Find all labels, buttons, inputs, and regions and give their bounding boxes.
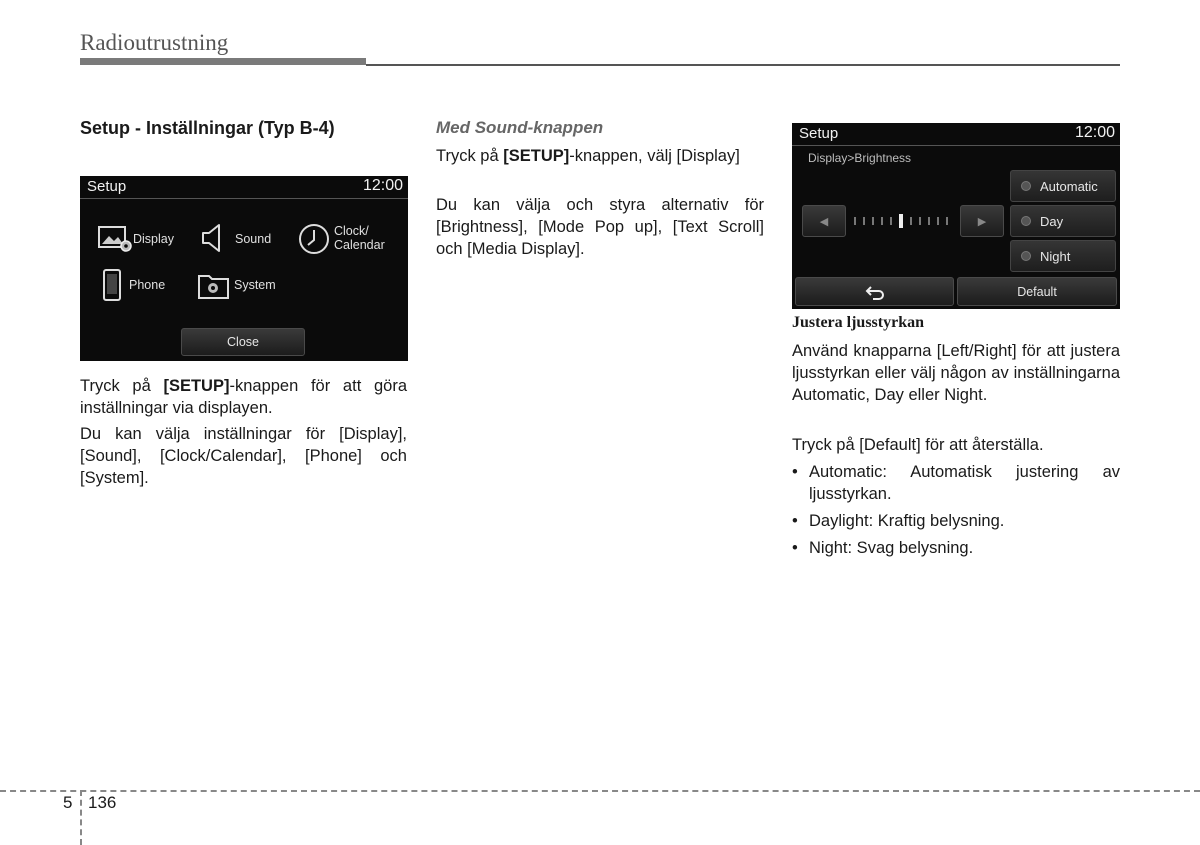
screen-title: Setup bbox=[799, 125, 839, 142]
list-item: • Automatic: Automatisk justering av ljusstyrkan. bbox=[792, 461, 1120, 505]
option-day[interactable] bbox=[1010, 205, 1116, 237]
footer-vertical-rule bbox=[80, 790, 82, 845]
option-label: Automatic bbox=[1040, 178, 1098, 194]
list-item: • Night: Svag belysning. bbox=[792, 537, 1120, 559]
left-arrow-button[interactable] bbox=[802, 205, 846, 237]
menu-item-sound[interactable] bbox=[200, 222, 290, 254]
screen-clock: 12:00 bbox=[362, 177, 403, 194]
brightness-ticks bbox=[850, 211, 956, 231]
setup-key-label: [SETUP] bbox=[503, 147, 570, 165]
option-label: Day bbox=[1040, 213, 1064, 229]
right-arrow-button[interactable] bbox=[960, 205, 1004, 237]
text-run: Tryck på bbox=[436, 147, 504, 165]
screen-title: Setup bbox=[87, 178, 127, 195]
option-automatic[interactable] bbox=[1010, 170, 1116, 202]
left-arrow-icon: ◀ bbox=[819, 215, 829, 228]
page-number: 136 bbox=[88, 793, 117, 812]
display-icon bbox=[98, 224, 132, 254]
back-button[interactable] bbox=[795, 277, 954, 306]
chapter-number: 5 bbox=[63, 793, 73, 812]
header-rule-thin bbox=[366, 64, 1120, 66]
caption: Justera ljusstyrkan bbox=[792, 314, 925, 331]
breadcrumb: Display>Brightness bbox=[808, 151, 912, 165]
menu-item-phone[interactable] bbox=[102, 269, 202, 301]
section-heading: Setup - Inställningar (Typ B-4) bbox=[80, 118, 335, 138]
menu-item-display[interactable] bbox=[98, 224, 208, 254]
left-paragraph-1 bbox=[80, 375, 407, 419]
menu-label-phone: Phone bbox=[129, 278, 166, 292]
bullet-list bbox=[792, 461, 1120, 564]
close-button[interactable]: Close bbox=[181, 328, 305, 356]
default-button[interactable]: Default bbox=[957, 277, 1117, 306]
menu-label-display: Display bbox=[133, 232, 174, 246]
speaker-icon bbox=[200, 222, 226, 254]
title-divider bbox=[792, 145, 1120, 146]
setup-key-label: [SETUP] bbox=[163, 377, 230, 395]
slider-thumb bbox=[899, 214, 903, 228]
sub-heading: Med Sound-knappen bbox=[436, 118, 604, 137]
right-paragraph-1: Använd knapparna [Left/Right] för att justera ljusstyrkan eller välj någon av inställningarna Automatic, Day eller Night. bbox=[792, 342, 1120, 404]
menu-label-sound: Sound bbox=[235, 232, 272, 246]
left-paragraph-2: Du kan välja inställningar för [Display], [Sound], [Clock/Calendar], [Phone] och [System]. bbox=[80, 425, 407, 487]
screen-clock: 12:00 bbox=[1074, 124, 1115, 141]
option-night[interactable] bbox=[1010, 240, 1116, 272]
page-header-title: Radioutrustning bbox=[80, 30, 229, 55]
right-paragraph-2: Tryck på [Default] för att återställa. bbox=[792, 436, 1044, 454]
radio-indicator bbox=[1021, 181, 1031, 191]
system-folder-icon bbox=[198, 270, 230, 300]
menu-item-system[interactable] bbox=[198, 270, 308, 302]
right-arrow-icon: ▶ bbox=[977, 215, 987, 228]
brightness-screen bbox=[792, 123, 1120, 309]
title-divider bbox=[80, 198, 408, 199]
middle-paragraph-2: Du kan välja och styra alternativ för [Brightness], [Mode Pop up], [Text Scroll] och [Media Display]. bbox=[436, 196, 764, 258]
middle-paragraph-1 bbox=[436, 145, 764, 167]
back-arrow-icon bbox=[865, 284, 885, 300]
menu-label-calendar: Calendar bbox=[334, 238, 385, 252]
menu-label-system: System bbox=[234, 278, 276, 292]
menu-item-clock-calendar[interactable] bbox=[298, 222, 406, 256]
footer-rule bbox=[0, 790, 1200, 792]
clock-icon bbox=[298, 223, 330, 255]
setup-menu-screen bbox=[80, 176, 408, 361]
option-label: Night bbox=[1040, 248, 1071, 264]
brightness-slider[interactable] bbox=[850, 211, 956, 231]
radio-indicator bbox=[1021, 251, 1031, 261]
radio-indicator bbox=[1021, 216, 1031, 226]
text-run: Tryck på bbox=[80, 377, 164, 395]
phone-icon bbox=[102, 269, 122, 301]
text-run: -knappen, välj [Display] bbox=[569, 147, 740, 165]
list-item: • Daylight: Kraftig belysning. bbox=[792, 510, 1120, 532]
header-rule-thick bbox=[80, 58, 366, 65]
text-run: -knappen för att göra inställningar via displayen. bbox=[80, 377, 407, 417]
menu-label-clock: Clock/ bbox=[334, 224, 369, 238]
